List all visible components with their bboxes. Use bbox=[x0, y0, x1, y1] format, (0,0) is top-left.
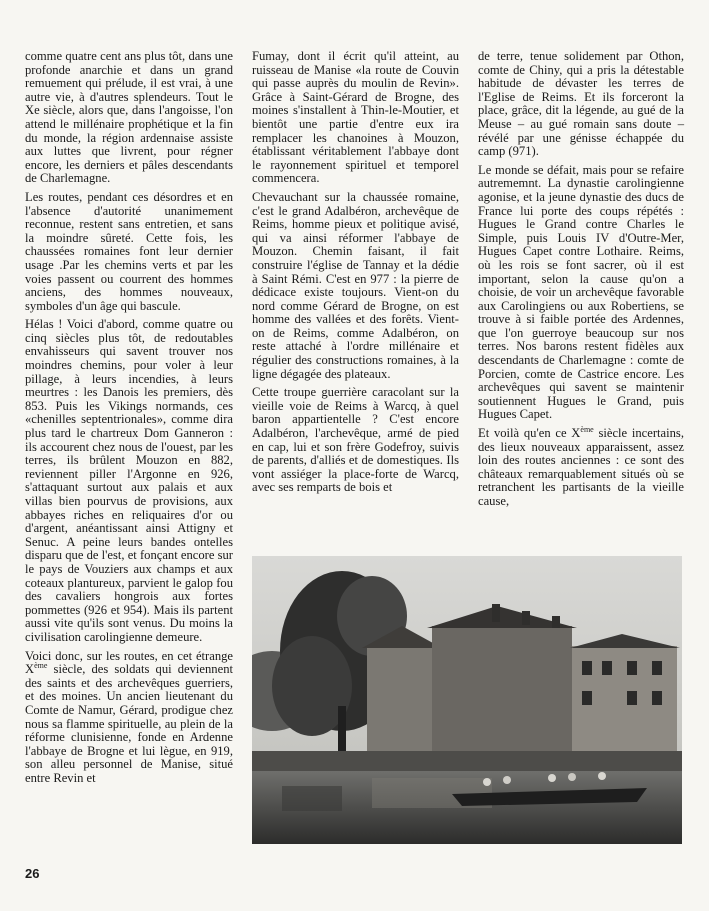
text-run: Voici donc, sur les routes, en cet étrange X bbox=[25, 648, 233, 677]
text-column-3 bbox=[478, 50, 684, 514]
paragraph: Les routes, pendant ces désordres et en l'absence d'autorité unanimement reconnue, restent sans entretien, et sans la moindre sûreté. Cette fois, les chaussées romaines font leur dernier usage .Par les chemins verts et par les voies passent ou courrent des hommes anciens, des hommes nouveaux, symboles d'un âge qui bascule. bbox=[25, 189, 233, 313]
paragraph: Hélas ! Voici d'abord, comme quatre ou cinq siècles plus tôt, de redoutables envahisseurs qui savent trouver nos moindres chemins, pour voler à leur pillage, à leurs incendies, à leurs meurtres : les Danois les premiers, dès 853. Puis les Vikings normands, ces «chenilles septentrionales», comme dira plus tard le chartreux Dom Ganneron : ils accourent chez nous de l'ouest, par les terres, ils brûlent Mouzon en 882, reviennent piller l'Argonne en 926, s'attaquant surtout aux palais et aux villas bien pourvus de provisions, aux abbayes riches en reliquaires d'or ou d'argent, anéantissant ainsi Attigny et Senuc. A peine leurs bandes ontelles disparu que de l'est, et fonçant encore sur le pays de Vouziers aux champs et aux coteaux plantureux, parvient le galop fou des cavaliers hongrois aux fortes pommettes (926 et 954). Mais ils partent aussi vite qu'ils sont venus. Du moins la civilisation carolingienne demeure. bbox=[25, 317, 233, 644]
paragraph bbox=[25, 650, 233, 786]
castle-photo-illustration bbox=[252, 556, 682, 844]
castle-photograph bbox=[252, 556, 682, 844]
text-column-1 bbox=[25, 50, 233, 790]
paragraph: de terre, tenue solidement par Othon, comte de Chiny, qui a pris la détestable habitude de dévaster les terres de l'Eglise de Reims. Et ils forceront la place, grâce, dit la légende, au gué de la Meuse – au gué romain sans doute – révélé par une génisse échappée du camp (971). bbox=[478, 49, 684, 159]
paragraph bbox=[478, 424, 684, 509]
paragraph: Chevauchant sur la chaussée romaine, c'est le grand Adalbéron, archevêque de Reims, homme pieux et politique avisé, qui va ainsi réformer l'abbaye de Mouzon. Chemin faisant, il fait construire l'église de Tannay et la dédie à Saint Rémi. C'est en 977 : la pierre de dédicace existe toujours. Vient-on du nord comme Gérard de Brogne, on est homme des vallées et des forêts. Vient-on de Reims, comme Adalbéron, on reste attaché à l'ordre millénaire et régulier des constructions romaines, à la ligne dégagée des plateaux. bbox=[252, 189, 459, 381]
paragraph: Le monde se défait, mais pour se refaire autrememnt. La dynastie carolingienne agonise, et la jeune dynastie des ducs de France lui porte des coups répétés : Hugues le Grand contre Charles le Simple, puis Louis IV d'Outre-Mer, Hugues Capet contre Lothaire. Reims, où les rois se font sacrer, où il est important, selon la cause qu'on a choisie, de voir un archevêque favorable aux Carolingiens ou aux Robertiens, se trouve à si faible portée des Ardennes, que l'on guerroye beaucoup sur nos terres. Nos barons restent fidèles aux descendants de Charlemagne : comte de Porcien, comte de Castrice encore. Les archevêques qui savent se maintenir soutiennent Hugues le Grand, puis Hugues Capet. bbox=[478, 162, 684, 422]
text-run: Et voilà qu'en ce X bbox=[478, 426, 581, 441]
paragraph: Fumay, dont il écrit qu'il atteint, au ruisseau de Manise «la route de Couvin qui passe auprès du moulin de Revin». Grâce à Saint-Gérard de Brogne, des moines s'installent à Thin-le-Moutier, et bientôt une partie d'entre eux ira remplacer les chanoines à Mouzon, établissant véritablement l'abbaye dont le rayonnement spirituel et temporel commencera. bbox=[252, 49, 459, 186]
paragraph: comme quatre cent ans plus tôt, dans une profonde anarchie et dans un grand remuement qui prélude, il est vrai, à une autre vie, à d'autres splendeurs. Tout le Xe siècle, alors que, dans l'angoisse, l'on attend le millénaire prophétique et la fin du monde, la région ardennaise assiste aux luttes que livrent, pour régner encore, les derniers et pâles descendants de Charlemagne. bbox=[25, 49, 233, 186]
paragraph: Cette troupe guerrière caracolant sur la vieille voie de Reims à Warcq, à quel baron appartientelle ? C'est encore Adalbéron, l'archevêque, armé de pied en cap, lui et son frère Godefroy, suivis de parents, d'alliés et de domestiques. Ils vont assiéger la place-forte de Warcq, avec ses remparts de bois et bbox=[252, 385, 459, 495]
text-run: siècle incertains, des lieux nouveaux apparaissent, assez loin des routes anciennes : ce sont des châteaux remarquablement situés où se retranchent les partisants de la vieille cause, bbox=[478, 426, 684, 508]
superscript: ème bbox=[580, 424, 594, 434]
page-number: 26 bbox=[25, 866, 40, 881]
text-column-2 bbox=[252, 50, 459, 500]
text-run: siècle, des soldats qui deviennent des saints et des archevêques guerriers, et des moines. Un ancien lieutenant du Comte de Namur, Gérard, prodigue chez nous sa flamme spirituelle, au plein de la réforme clunisienne, fonde en Ardenne l'abbaye de Brogne et lui lègue, en 919, son alleu personnel de Manise, situé entre Revin et bbox=[25, 662, 233, 785]
superscript: ème bbox=[34, 660, 48, 670]
